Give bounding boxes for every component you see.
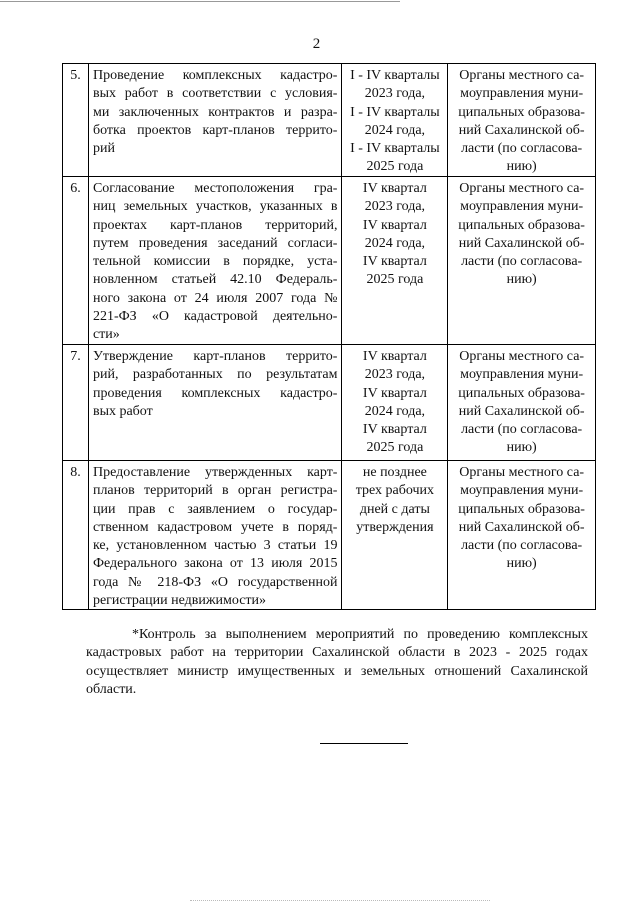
cell-line: года № 218-ФЗ «О государственной xyxy=(92,574,338,590)
cell-line: Федерального закона от 13 июля 2015 xyxy=(92,556,338,572)
cell-line: моуправления муни- xyxy=(460,86,584,102)
cell-line: ми заключенных контрактов и разра- xyxy=(92,104,338,120)
cell-line: дней с даты xyxy=(359,501,430,517)
cell-line: 2025 года xyxy=(366,440,424,456)
responsible-cell xyxy=(448,345,596,460)
cell-line: I - IV кварталы xyxy=(350,104,440,120)
cell-line: рий, разработанных по результатам xyxy=(92,367,338,383)
cell-line: 2023 года, xyxy=(364,86,426,102)
table-row xyxy=(62,64,596,177)
cell-line: ботка проектов карт-планов террито- xyxy=(92,122,338,138)
cell-line: Проведение комплексных кадастро- xyxy=(92,68,338,83)
cell-line: Органы местного са- xyxy=(459,465,585,480)
cell-line: нию) xyxy=(506,159,537,175)
cell-line: I - IV кварталы xyxy=(350,141,440,157)
cell-line: Органы местного са- xyxy=(459,68,585,83)
cell-line: рий xyxy=(92,141,115,157)
cell-line: планов территорий в орган регистра- xyxy=(92,483,338,499)
cell-line: ний Сахалинской об- xyxy=(458,403,585,419)
cell-line: нию) xyxy=(506,556,537,572)
end-of-document-rule xyxy=(320,743,408,744)
row-number: 7. xyxy=(63,345,89,460)
row-number: 6. xyxy=(63,177,89,344)
cell-line: вых работ xyxy=(92,403,153,419)
scan-top-rule xyxy=(0,1,400,2)
cell-line: ласти (по согласова- xyxy=(461,141,583,157)
footnote-line: осуществляет министр имущественных и земельных отношений Сахалинской xyxy=(86,663,588,679)
row-number: 8. xyxy=(63,461,89,609)
cell-line: регистрации недвижимости» xyxy=(92,593,267,609)
cell-line: вых работ в соответствии с условия- xyxy=(92,86,338,102)
cell-line: утверждения xyxy=(356,519,434,535)
cell-line: Предоставление утвержденных карт- xyxy=(92,465,338,480)
deadline-cell xyxy=(342,64,448,176)
cell-line: новленном статьей 42.10 Федераль- xyxy=(92,272,338,288)
measures-table xyxy=(62,63,596,610)
cell-line: ниц земельных участков, указанных в xyxy=(92,199,338,215)
cell-line: Утверждение карт-планов террито- xyxy=(92,349,338,364)
cell-line: путем проведения заседаний согласи- xyxy=(92,235,338,251)
deadline-cell xyxy=(342,461,448,609)
cell-line: 2023 года, xyxy=(364,367,426,383)
row-number: 5. xyxy=(63,64,89,176)
measure-name-cell xyxy=(89,64,343,176)
cell-line: I - IV кварталы xyxy=(350,68,440,83)
table-row xyxy=(62,345,596,461)
cell-line: ний Сахалинской об- xyxy=(458,519,585,535)
cell-line: ного закона от 24 июля 2007 года № xyxy=(92,290,338,306)
cell-line: моуправления муни- xyxy=(460,483,584,499)
cell-line: тельной комиссии в порядке, уста- xyxy=(92,254,338,270)
cell-line: ципальных образова- xyxy=(458,501,585,517)
cell-line: ласти (по согласова- xyxy=(461,422,583,438)
cell-line: ципальных образова- xyxy=(458,385,585,401)
cell-line: Органы местного са- xyxy=(459,181,585,196)
cell-line: IV квартал xyxy=(362,181,427,196)
responsible-cell xyxy=(448,177,596,344)
cell-line: моуправления муни- xyxy=(460,367,584,383)
cell-line: IV квартал xyxy=(362,385,427,401)
cell-line: ственном кадастровом учете в поряд- xyxy=(92,519,338,535)
cell-line: 2024 года, xyxy=(364,403,426,419)
measure-name-cell xyxy=(89,461,343,609)
cell-line: IV квартал xyxy=(362,254,427,270)
deadline-cell xyxy=(342,345,448,460)
deadline-cell xyxy=(342,177,448,344)
cell-line: IV квартал xyxy=(362,349,427,364)
cell-line: моуправления муни- xyxy=(460,199,584,215)
footnote-line: области. xyxy=(86,681,137,697)
cell-line: 2024 года, xyxy=(364,122,426,138)
responsible-cell xyxy=(448,64,596,176)
cell-line: сти» xyxy=(92,327,120,343)
cell-line: ласти (по согласова- xyxy=(461,538,583,554)
cell-line: проектах карт-планов территорий, xyxy=(92,217,338,233)
cell-line: ний Сахалинской об- xyxy=(458,235,585,251)
cell-line: ласти (по согласова- xyxy=(461,254,583,270)
cell-line: 2025 года xyxy=(366,159,424,175)
cell-line: 2023 года, xyxy=(364,199,426,215)
cell-line: IV квартал xyxy=(362,422,427,438)
table-row xyxy=(62,461,596,610)
measure-name-cell xyxy=(89,345,343,460)
cell-line: трех рабочих xyxy=(355,483,435,499)
cell-line: ний Сахалинской об- xyxy=(458,122,585,138)
cell-line: нию) xyxy=(506,440,537,456)
footnote xyxy=(86,626,588,699)
cell-line: нию) xyxy=(506,272,537,288)
measure-name-cell xyxy=(89,177,343,344)
cell-line: Согласование местоположения гра- xyxy=(92,181,338,196)
responsible-cell xyxy=(448,461,596,609)
cell-line: ке, установленном частью 3 статьи 19 xyxy=(92,538,338,554)
cell-line: ципальных образова- xyxy=(458,104,585,120)
cell-line: ции прав с заявлением о государ- xyxy=(92,501,338,517)
footnote-line: кадастровых работ на территории Сахалинской области в 2023 - 2025 годах xyxy=(86,645,588,661)
cell-line: 221-ФЗ «О кадастровой деятельно- xyxy=(92,309,338,325)
cell-line: ципальных образова- xyxy=(458,217,585,233)
table-row xyxy=(62,177,596,345)
scan-bottom-rule xyxy=(190,900,490,901)
page-number: 2 xyxy=(312,36,321,52)
cell-line: 2025 года xyxy=(366,272,424,288)
cell-line: 2024 года, xyxy=(364,235,426,251)
cell-line: проведения комплексных кадастро- xyxy=(92,385,338,401)
cell-line: IV квартал xyxy=(362,217,427,233)
footnote-line: *Контроль за выполнением мероприятий по проведению комплексных xyxy=(132,627,588,642)
cell-line: Органы местного са- xyxy=(459,349,585,364)
cell-line: не позднее xyxy=(362,465,427,480)
